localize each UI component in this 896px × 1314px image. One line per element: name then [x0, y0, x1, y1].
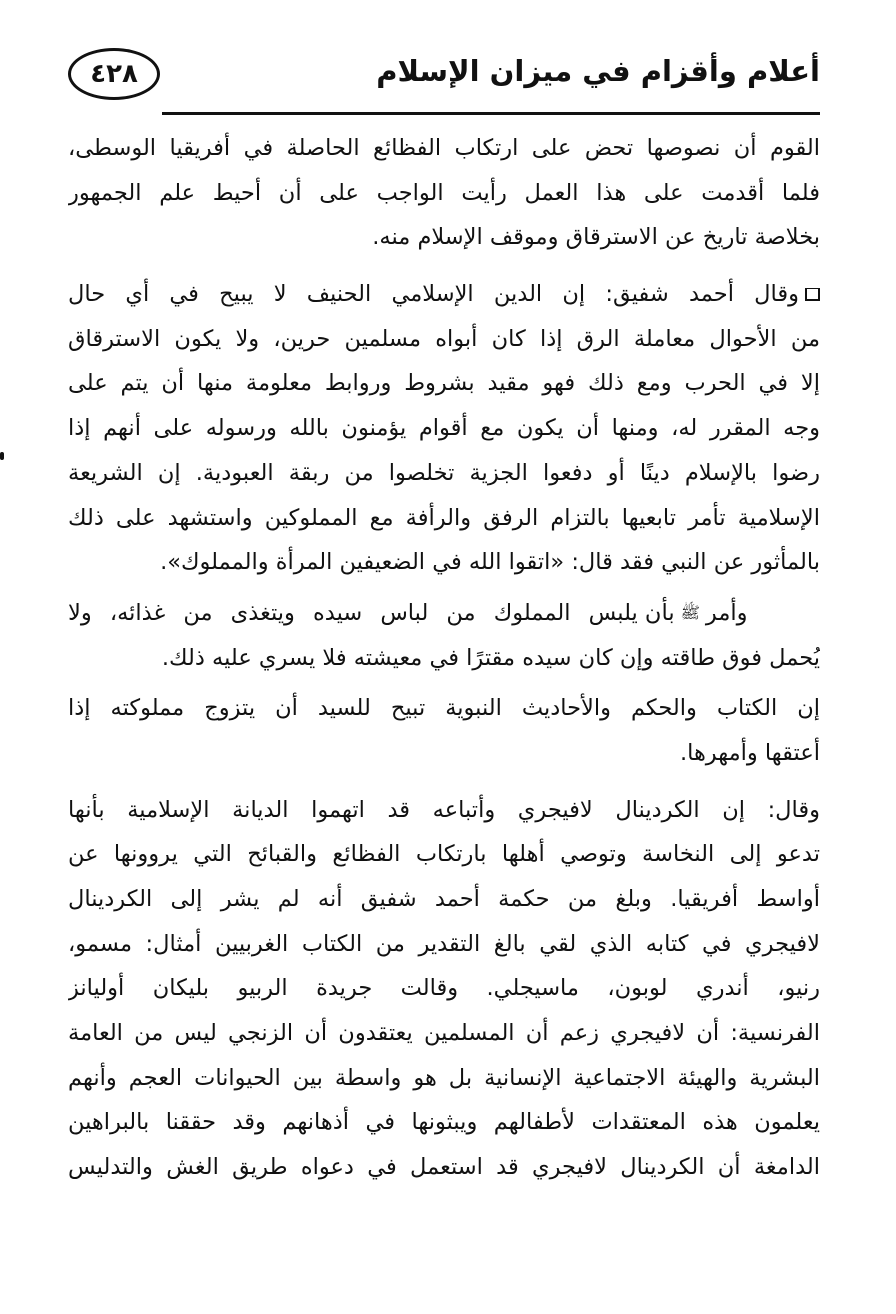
text-line: أعتقها وأمهرها. [679, 739, 820, 766]
text-line: من الأحوال معاملة الرق إذا كان أبواه مسلمين حرين، ولا يكون الاسترقاق [68, 325, 820, 352]
text-line: لافيجري في كتابه الذي لقي بالغ التقدير من الكتاب الغربيين أمثال: مسمو، [68, 930, 820, 957]
text-line: أواسط أفريقيا. وبلغ من حكمة أحمد شفيق أنه لم يشر إلى الكردينال [68, 886, 820, 912]
text-line: يعلمون هذه المعتقدات لأطفالهم ويبثونها في أذهانهم وقد حققنا بالبراهين [68, 1109, 820, 1136]
salutation-glyph: ﷺ [680, 603, 700, 623]
paragraph [68, 788, 820, 1190]
text-line-with-glyph [68, 591, 820, 636]
page-header [68, 38, 820, 124]
text-line: بخلاصة تاريخ عن الاسترقاق وموقف الإسلام منه. [372, 224, 820, 251]
text-line: الدامغة أن الكردينال لافيجري قد استعمل في دعواه طريق الغش والتدليس [68, 1154, 820, 1181]
paragraph [68, 272, 820, 585]
margin-mark [0, 452, 4, 460]
text-line-with-bullet [68, 272, 820, 317]
text-line: الإسلامية تأمر تابعيها بالتزام الرفق والرأفة مع المملوكين واستشهد على ذلك [68, 504, 820, 531]
paragraph [68, 686, 820, 775]
text-line: إلا في الحرب ومع ذلك فهو مقيد بشروط وروابط معلومة منها أن يتم على [68, 370, 820, 397]
text-line: رضوا بالإسلام دينًا أو دفعوا الجزية تخلصوا من ربقة العبودية. إن الشريعة [68, 459, 820, 486]
paragraph [68, 591, 820, 680]
text-line: رنيو، أندري لوبون، ماسيجلي. وقالت جريدة الربيو بليكان أوليانز [68, 975, 820, 1002]
text-line: وجه المقرر له، ومنها أن يكون مع أقوام يؤمنون بالله ورسوله على أنهم إذا [68, 415, 820, 442]
text-line: وقال: إن الكردينال لافيجري وأتباعه قد اتهموا الديانة الإسلامية بأنها [68, 796, 820, 823]
text-line: البشرية والهيئة الاجتماعية الإنسانية بل هو واسطة بين الحيوانات العجم وأنهم [68, 1064, 820, 1091]
page-number: ٤٢٨ [68, 48, 160, 100]
text-fragment: بأن يلبس المملوك من لباس سيده ويتغذى من غذائه، ولا [68, 599, 675, 626]
square-bullet-icon [805, 288, 820, 301]
header-rule [162, 112, 820, 115]
book-title: أعلام وأقزام في ميزان الإسلام [376, 54, 820, 88]
text-line: تدعو إلى النخاسة وتوصي أهلها بارتكاب الفظائع والقبائح التي يروونها عن [68, 841, 820, 868]
page-body [68, 126, 820, 1190]
text-line: يُحمل فوق طاقته وإن كان سيده مقترًا في معيشته فلا يسري عليه ذلك. [161, 644, 820, 671]
text-line: بالمأثور عن النبي فقد قال: «اتقوا الله في الضعيفين المرأة والمملوك». [160, 549, 820, 576]
text-line: وقال أحمد شفيق: إن الدين الإسلامي الحنيف لا يبيح في أي حال [68, 281, 799, 308]
paragraph [68, 126, 820, 260]
text-line: القوم أن نصوصها تحض على ارتكاب الفظائع الحاصلة في أفريقيا الوسطى، [68, 135, 820, 161]
text-line: الفرنسية: أن لافيجري زعم أن المسلمين يعتقدون أن الزنجي ليس من العامة [68, 1020, 820, 1047]
text-fragment: وأمر [705, 599, 748, 626]
text-line: إن الكتاب والحكم والأحاديث النبوية تبيح للسيد أن يتزوج مملوكته إذا [68, 695, 820, 722]
text-line: فلما أقدمت على هذا العمل رأيت الواجب على أن أحيط علم الجمهور [68, 179, 820, 206]
